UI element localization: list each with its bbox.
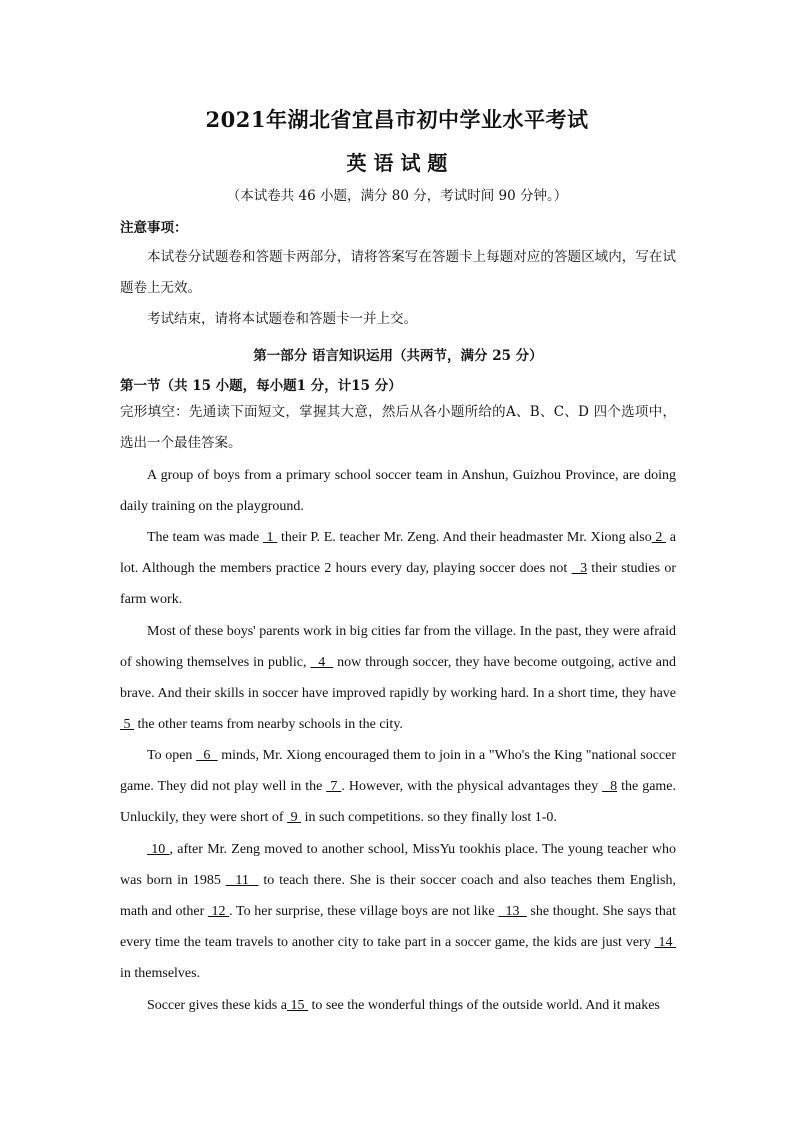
notice-heading: 注意事项：: [120, 220, 188, 236]
passage-paragraph-6: [120, 990, 676, 1021]
passage-text: The team was made: [147, 530, 263, 545]
passage-text: their P. E. teacher Mr. Zeng. And their headmaster Mr. Xiong also: [277, 530, 652, 545]
passage-text: in such competitions. so they finally lost 1-0.: [301, 810, 557, 825]
notice-line-1: 本试卷分试题卷和答题卡两部分，请将答案写在答题卡上每题对应的答题区域内，写在试题卷上无效。: [120, 249, 676, 296]
blank-2: 2: [651, 530, 667, 545]
passage-text: Most of these boys' parents work in big cities far from the village. In the past, they were afraid of showing themselves in public,: [120, 624, 676, 670]
blank-12: 12: [207, 904, 230, 919]
passage-text: minds, Mr. Xiong encouraged them to join in a "Who's the King "national soccer game. They did not play well in the: [120, 748, 677, 794]
notice-line-2: 考试结束，请将本试题卷和答题卡一并上交。: [147, 311, 417, 327]
blank-9: 9: [287, 810, 302, 825]
blank-15: 15: [286, 998, 308, 1013]
passage-text: Soccer gives these kids a: [147, 998, 287, 1013]
passage-text: . To her surprise, these village boys are not like: [229, 904, 499, 919]
subject-title: 英 语 试 题: [346, 151, 448, 175]
exam-title: 2021年湖北省宜昌市初中学业水平考试: [205, 107, 589, 132]
blank-6: 6: [196, 748, 218, 763]
passage-text: , after Mr. Zeng moved to another school, MissYu tookhis place. The young teacher who was born in 1985: [120, 842, 677, 888]
passage-text: . However, with the physical advantages they: [341, 779, 603, 794]
passage-text: now through soccer, they have become outgoing, active and brave. And their skills in soccer have improved rapidly by working hard. In a short time, they have: [120, 655, 677, 701]
blank-11: 11: [225, 873, 259, 888]
passage-paragraph-3: [120, 616, 676, 740]
passage-paragraph-5: [120, 834, 676, 989]
blank-7: 7: [326, 779, 342, 794]
passage-text: to teach there. She is their soccer coach and also teaches them English, math and other: [120, 873, 676, 919]
passage-text: to see the wonderful things of the outside world. And it makes: [307, 998, 660, 1013]
section1-heading: 第一节（共 15 小题，每小题1 分，计15 分）: [120, 378, 402, 394]
passage-text: in themselves.: [120, 966, 201, 981]
passage-text: To open: [147, 748, 197, 763]
passage-paragraph-1: A group of boys from a primary school soccer team in Anshun, Guizhou Province, are doing daily training on the playground.: [120, 468, 676, 514]
cloze-instructions: 完形填空：先通读下面短文，掌握其大意，然后从各小题所给的A、B、C、D 四个选项中，选出一个最佳答案。: [120, 404, 676, 451]
passage-text: the game. Unluckily, they were short of: [120, 779, 677, 825]
passage-text: the other teams from nearby schools in the city.: [134, 717, 403, 732]
passage-paragraph-2: [120, 522, 676, 615]
blank-13: 13: [498, 904, 527, 919]
blank-5: 5: [120, 717, 134, 732]
blank-4: 4: [310, 655, 334, 670]
passage-paragraph-4: [120, 740, 676, 833]
blank-3: 3: [571, 561, 588, 576]
passage-text: a lot. Although the members practice 2 hours every day, playing soccer does not: [120, 530, 677, 576]
blank-14: 14: [654, 935, 677, 950]
blank-10: 10: [147, 842, 170, 857]
exam-info: （本试卷共 46 小题，满分 80 分，考试时间 90 分钟。）: [226, 188, 568, 204]
passage-text: their studies or farm work.: [120, 561, 676, 607]
blank-1: 1: [262, 530, 278, 545]
passage-text: she thought. She says that every time the team travels to another city to take part in a soccer game, the kids are just very: [120, 904, 676, 950]
blank-8: 8: [602, 779, 618, 794]
part1-heading: 第一部分 语言知识运用（共两节，满分 25 分）: [253, 348, 543, 364]
